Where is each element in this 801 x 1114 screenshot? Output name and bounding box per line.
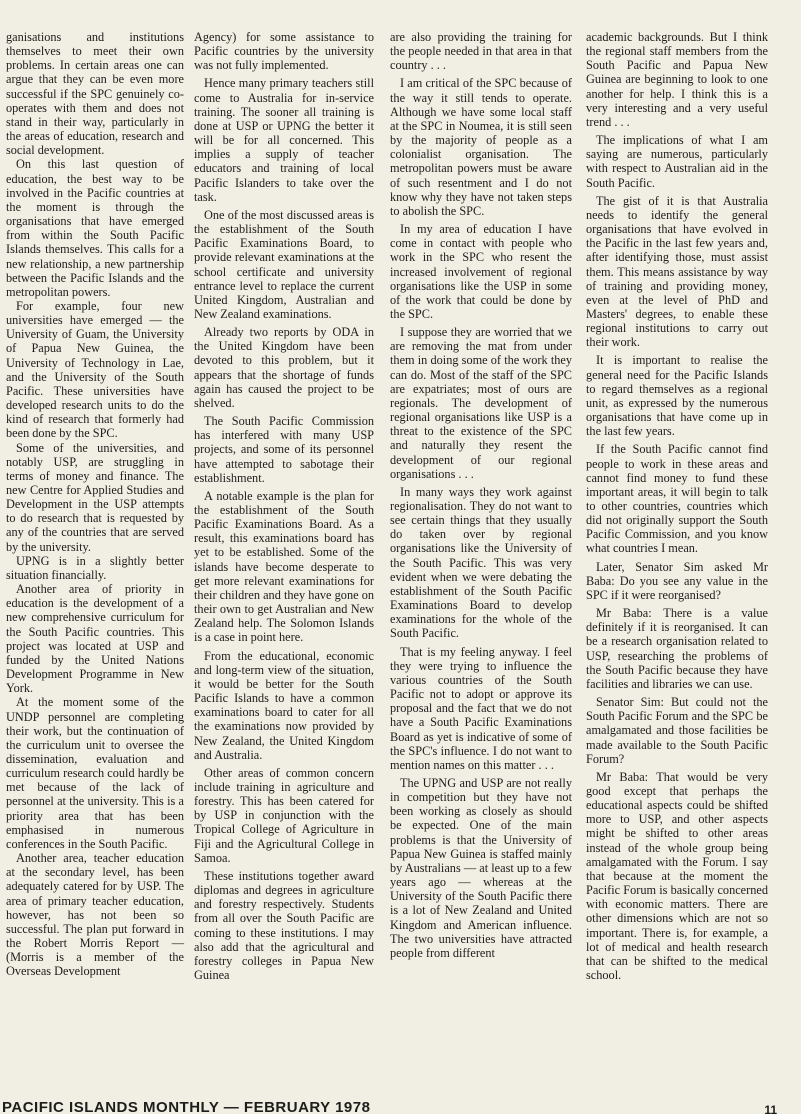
paragraph: That is my feeling anyway. I feel they were trying to influence the various countries of the South Pacific not to adopt or approve its proposal and the fact that we do not have a South Pacific Examinations Board as yet is indicative of some of the SPC's influence. I do not want to mention names on this matter . . . xyxy=(390,644,572,772)
paragraph: These institutions together award diplomas and degrees in agriculture and forestry respectively. Students from all over the South Pacific are coming to these institutions. I may also add that the agricultural and forestry colleges in Papua New Guinea xyxy=(194,868,374,982)
paragraph: From the educational, economic and long-term view of the situation, it would be better for the South Pacific Islands to have a common examinations board to cater for all the examinations now provided by New Zealand, the United Kingdom and Australia. xyxy=(194,648,374,762)
text-column-1 xyxy=(6,30,184,978)
paragraph: The South Pacific Commission has interfered with many USP projects, and some of its personnel have attempted to sabotage their establishment. xyxy=(194,414,374,485)
paragraph: Another area of priority in education is the development of a new comprehensive curriculum for the South Pacific countries. This project was located at USP and funded by the United Nations Development Programme in New York. xyxy=(6,582,184,696)
paragraph: It is important to realise the general need for the Pacific Islands to regard themselves as a regional unit, as expressed by the numerous organisations that have come up in the last few years. xyxy=(586,353,768,439)
paragraph: Some of the universities, and notably USP, are struggling in terms of money and finance. The new Centre for Applied Studies and Development in the USP attempts to do research that is requested by any of the countries that are served by the university. xyxy=(6,440,184,554)
paragraph: The implications of what I am saying are numerous, particularly with respect to Australian aid in the South Pacific. xyxy=(586,133,768,190)
text-column-3 xyxy=(390,30,572,960)
paragraph: For example, four new universities have emerged — the University of Guam, the University of Papua New Guinea, the University of Technology in Lae, and the University of the South Pacific. These universities have developed research units to do the kind of research that formerly had been done by the SPC. xyxy=(6,298,184,441)
paragraph: The UPNG and USP are not really in competition but they have not been working as closely as should be expected. One of the main problems is that the University of Papua New Guinea is staffed mainly by Australians — at least up to a few years ago — whereas at the University of the South Pacific there is a lot of New Zealand and United Kingdom and American influence. The two universities have attracted people from different xyxy=(390,775,572,960)
paragraph: Agency) for some assistance to Pacific countries by the university was not fully implemented. xyxy=(194,30,374,73)
paragraph: UPNG is in a slightly better situation financially. xyxy=(6,553,184,582)
paragraph: In my area of education I have come in contact with people who work in the SPC who resent the increased involvement of regional organisations like the USP in some of the work that could be done by the SPC. xyxy=(390,222,572,321)
paragraph: Another area, teacher education at the secondary level, has been adequately catered for by USP. The area of primary teacher education, however, has not been so successful. The plan put forward in the Robert Morris Report — (Morris is a member of the Overseas Development xyxy=(6,851,184,979)
paragraph: Senator Sim: But could not the South Pacific Forum and the SPC be amalgamated and those facilities be made available to the South Pacific Forum? xyxy=(586,695,768,766)
paragraph: academic backgrounds. But I think the regional staff members from the South Pacific and Papua New Guinea are beginning to look to one another for help. I think this is a very interesting and a very useful trend . . . xyxy=(586,30,768,129)
text-column-2 xyxy=(194,30,374,982)
paragraph: In many ways they work against regionalisation. They do not want to see certain things that they usually do taken over by regional organisations like the University of the South Pacific. This was very evident when we were debating the establishment of the South Pacific Examinations Board to develop examinations for the whole of the South Pacific. xyxy=(390,484,572,641)
paragraph: I am critical of the SPC because of the way it still tends to operate. Although we have some local staff at the SPC in Noumea, it is still seen by the majority of people as a colonialist organisation. The metropolitan powers must be aware of such resentment and I do not know why they have not taken steps to abolish the SPC. xyxy=(390,76,572,218)
paragraph: I suppose they are worried that we are removing the mat from under them in doing some of the work they can do. Most of the staff of the SPC are expatriates; most of ours are regionals. The development of regional organisations like USP is a threat to the existence of the SPC and naturally they resent the development of our regional organisations . . . xyxy=(390,325,572,481)
text-column-4 xyxy=(586,30,768,982)
paragraph: If the South Pacific cannot find people to work in these areas and cannot find money to fund these important areas, it will begin to talk to other countries, countries which did not originally support the South Pacific Commission, and you know what countries I mean. xyxy=(586,442,768,556)
paragraph: The gist of it is that Australia needs to identify the general organisations that have evolved in the Pacific in the last few years and, after identifying those, must assist them. This means assistance by way of training and providing money, even at the level of PhD and Masters' degrees, to enable these regional institutions to carry out their work. xyxy=(586,193,768,350)
paragraph: Later, Senator Sim asked Mr Baba: Do you see any value in the SPC if it were reorganised? xyxy=(586,559,768,602)
paragraph: Other areas of common concern include training in agriculture and forestry. This has been catered for by USP in conjunction with the Tropical College of Agriculture in Fiji and the Agricultural College in Samoa. xyxy=(194,765,374,865)
paragraph: Mr Baba: There is a value definitely if it is reorganised. It can be a research organisation related to USP, researching the problems of the South Pacific because they have facilities and libraries we can use. xyxy=(586,606,768,691)
paragraph: Hence many primary teachers still come to Australia for in-service training. The sooner all training is done at USP or UPNG the better it will be for all concerned. This implies a supply of teacher educators and training of local Pacific Islanders to take over the task. xyxy=(194,76,374,204)
paragraph: are also providing the training for the people needed in that area in that country . . . xyxy=(390,30,572,73)
paragraph: Mr Baba: That would be very good except that perhaps the educational aspects could be shifted more to USP, and other aspects might be shifted to other areas instead of the whole group being amalgamated with the Forum. I say that because at the moment the Pacific Forum is basically concerned with economic matters. There are other dimensions which are not so important. There is, for example, a lot of medical and health research that can be shifted to the medical school. xyxy=(586,769,768,982)
paragraph: ganisations and institutions themselves to meet their own problems. In certain areas one can argue that they can be even more successful if the SPC genuinely co-operates with them and does not stand in their way, particularly in the areas of education, research and social development. xyxy=(6,30,184,158)
paragraph: On this last question of education, the best way to be involved in the Pacific countries at the moment is through the organisations that have emerged from within the South Pacific Islands themselves. This calls for a new relationship, a new partnership between the Pacific Islands and the metropolitan powers. xyxy=(6,157,184,299)
page-number: 11 xyxy=(764,1103,777,1114)
page-footer xyxy=(0,1098,801,1114)
paragraph: Already two reports by ODA in the United Kingdom have been devoted to this problem, but it appears that the shortage of funds again has caused the project to be shelved. xyxy=(194,325,374,410)
paragraph: At the moment some of the UNDP personnel are completing their work, but the continuation of the curriculum unit to oversee the dissemination, evaluation and curriculum research could hardly be met because of the lack of personnel at the university. This is a priority area that has been emphasised in numerous conferences in the South Pacific. xyxy=(6,695,184,851)
paragraph: One of the most discussed areas is the establishment of the South Pacific Examinations Board, to provide relevant examinations at the school certificate and university entrance level to replace the current United Kingdom, Australian and New Zealand examinations. xyxy=(194,207,374,321)
publication-title: PACIFIC ISLANDS MONTHLY — FEBRUARY 1978 xyxy=(2,1099,371,1114)
paragraph: A notable example is the plan for the establishment of the South Pacific Examinations Board. As a result, this examinations board has yet to be established. Some of the islands have become desperate to get more relevant examinations for their children and they have gone on their own to get Australian and New Zealand help. The Solomon Islands is a case in point here. xyxy=(194,488,374,645)
